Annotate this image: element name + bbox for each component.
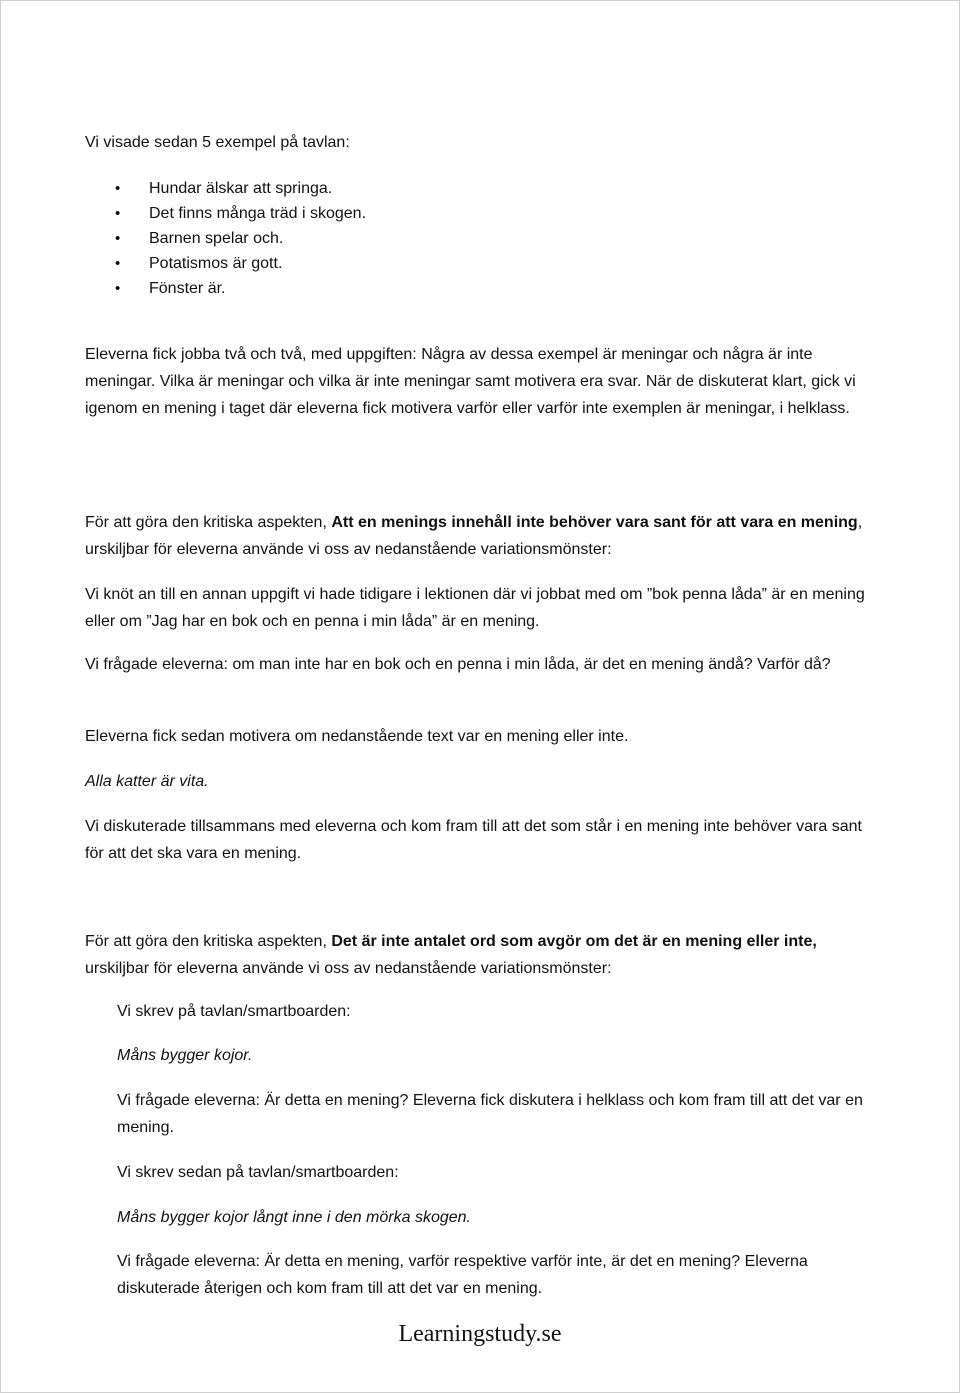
aspect2-suffix: urskiljbar för eleverna använde vi oss av nedanstående variationsmönster: <box>85 960 612 977</box>
aspect1-paragraph-4: Vi diskuterade tillsammans med eleverna och kom fram till att det som står i en mening inte behöver vara sant för att det ska vara en mening. <box>85 818 862 862</box>
list-item: • Fönster är. <box>85 276 366 301</box>
aspect1-suffix: , urskiljbar för eleverna använde vi oss av nedanstående variationsmönster: <box>85 514 863 558</box>
aspect2-heading <box>85 928 885 982</box>
example-list <box>85 176 366 301</box>
aspect2-paragraph-3: Vi skrev sedan på tavlan/smartboarden: <box>117 1164 399 1181</box>
list-item: • Barnen spelar och. <box>85 226 366 251</box>
intro-text: Vi visade sedan 5 exempel på tavlan: <box>85 134 350 151</box>
task-paragraph: Eleverna fick jobba två och två, med uppgiften: Några av dessa exempel är meningar och några är inte meningar. Vilka är meningar och vilka är inte meningar samt motivera era svar. När de diskuterat klart, gick vi igenom en mening i taget där eleverna fick motivera varför eller varför inte exemplen är meningar, i helklass. <box>85 346 856 417</box>
aspect2-bold: Det är inte antalet ord som avgör om det är en mening eller inte, <box>331 933 817 950</box>
aspect1-bold: Att en menings innehåll inte behöver vara sant för att vara en mening <box>331 514 858 531</box>
aspect1-paragraph-2: Vi frågade eleverna: om man inte har en bok och en penna i min låda, är det en mening ändå? Varför då? <box>85 656 831 673</box>
list-item: • Potatismos är gott. <box>85 251 366 276</box>
aspect1-example: Alla katter är vita. <box>85 773 209 790</box>
aspect2-example-2: Måns bygger kojor långt inne i den mörka skogen. <box>117 1209 471 1226</box>
aspect1-prefix: För att göra den kritiska aspekten, <box>85 514 332 531</box>
aspect1-heading <box>85 509 880 563</box>
aspect2-example-1: Måns bygger kojor. <box>117 1047 253 1064</box>
aspect2-paragraph-4: Vi frågade eleverna: Är detta en mening, varför respektive varför inte, är det en mening? Eleverna diskuterade återigen och kom fram till att det var en mening. <box>117 1253 808 1297</box>
list-item: • Hundar älskar att springa. <box>85 176 366 201</box>
aspect1-paragraph-3: Eleverna fick sedan motivera om nedanstående text var en mening eller inte. <box>85 728 629 745</box>
aspect1-paragraph-1: Vi knöt an till en annan uppgift vi hade tidigare i lektionen där vi jobbat med om ”bok penna låda” är en mening eller om ”Jag har en bok och en penna i min låda” är en mening. <box>85 586 865 630</box>
aspect2-prefix: För att göra den kritiska aspekten, <box>85 933 332 950</box>
list-item: • Det finns många träd i skogen. <box>85 201 366 226</box>
aspect2-paragraph-1: Vi skrev på tavlan/smartboarden: <box>117 1003 351 1020</box>
footer-site-name: Learningstudy.se <box>398 1321 562 1347</box>
aspect2-paragraph-2: Vi frågade eleverna: Är detta en mening? Eleverna fick diskutera i helklass och kom fram till att det var en mening. <box>117 1092 863 1136</box>
